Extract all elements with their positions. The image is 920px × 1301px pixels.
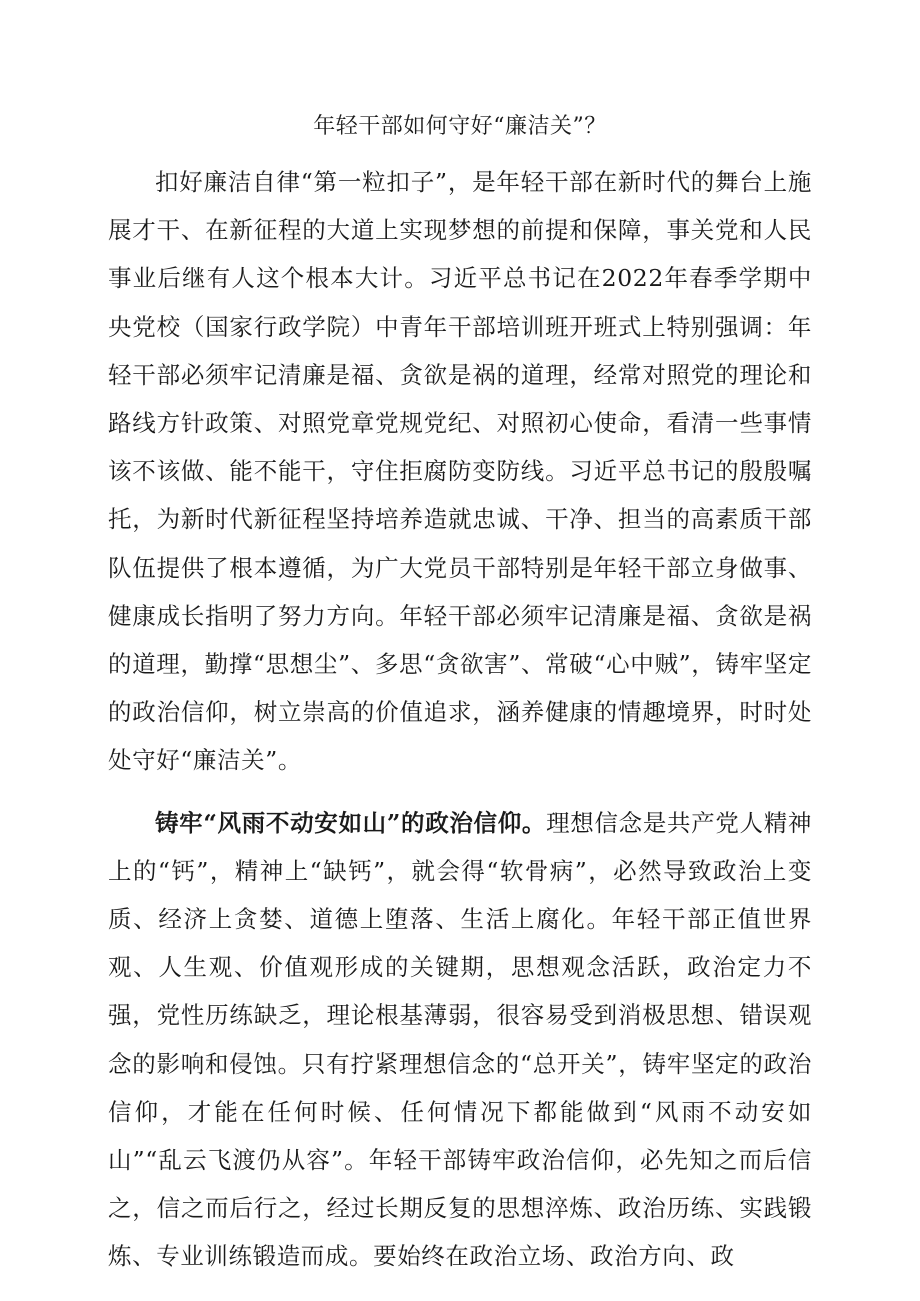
document-title: 年轻干部如何守好“廉洁关”？ [313, 114, 607, 139]
paragraph-2-text: 理想信念是共产党人精神上的“钙”，精神上“缺钙”，就会得“软骨病”，必然导致政治上变质、经济上贪婪、道德上堕落、生活上腐化。年轻干部正值世界观、人生观、价值观形成的关键期，思想观念活跃，政治定力不强，党性历练缺乏，理论根基薄弱，很容易受到消极思想、错误观念的影响和侵蚀。只有拧紧理想信念的“总开关”，铸牢坚定的政治信仰，才能在任何时候、任何情况下都能做到“风雨不动安如山”“乱云飞渡仍从容”。年轻干部铸牢政治信仰，必先知之而后信之，信之而后行之，经过长期反复的思想淬炼、政治历练、实践锻炼、专业训练锻造而成。要始终在政治立场、政治方向、政 [108, 808, 812, 1271]
paragraph-1 [108, 158, 812, 785]
paragraph-2-lead-heading: 铸牢“风雨不动安如山”的政治信仰。 [155, 808, 547, 837]
paragraph-2 [108, 799, 812, 1281]
paragraph-1-text: 扣好廉洁自律“第一粒扣子”，是年轻干部在新时代的舞台上施展才干、在新征程的大道上实现梦想的前提和保障，事关党和人民事业后继有人这个根本大计。习近平总书记在2022年春季学期中央党校（国家行政学院）中青年干部培训班开班式上特别强调：年轻干部必须牢记清廉是福、贪欲是祸的道理，经常对照党的理论和路线方针政策、对照党章党规党纪、对照初心使命，看清一些事情该不该做、能不能干，守住拒腐防变防线。习近平总书记的殷殷嘱托，为新时代新征程坚持培养造就忠诚、干净、担当的高素质干部队伍提供了根本遵循，为广大党员干部特别是年轻干部立身做事、健康成长指明了努力方向。年轻干部必须牢记清廉是福、贪欲是祸的道理，勤撑“思想尘”、多思“贪欲害”、常破“心中贼”，铸牢坚定的政治信仰，树立崇高的价值追求，涵养健康的情趣境界，时时处处守好“廉洁关”。 [108, 168, 812, 775]
document-page [108, 110, 812, 1281]
